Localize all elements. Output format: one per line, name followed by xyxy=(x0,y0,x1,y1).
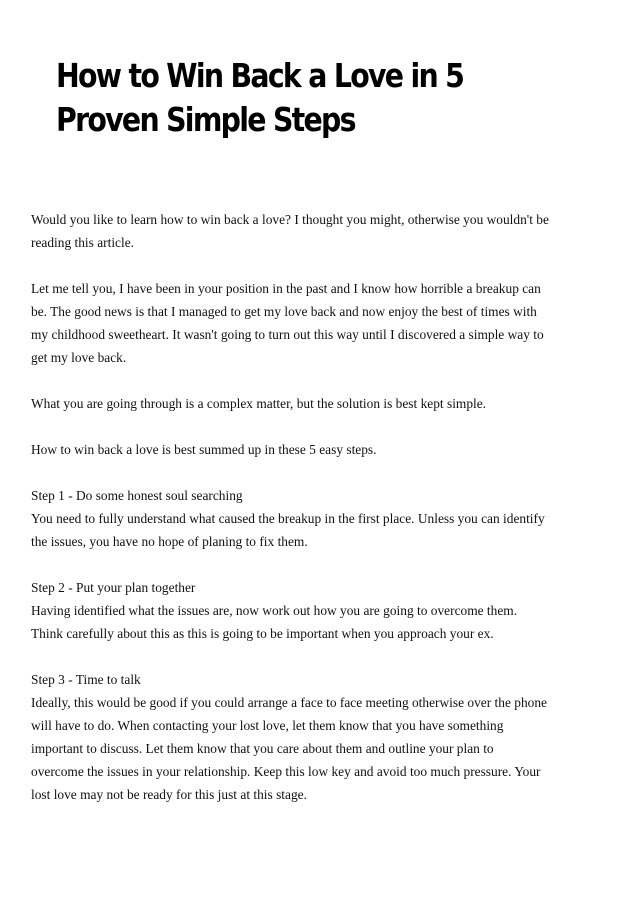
step-1-paragraph xyxy=(31,484,611,553)
personal-story-paragraph xyxy=(31,277,611,369)
text-line: How to win back a love is best summed up in these 5 easy steps. xyxy=(31,442,377,457)
complexity-paragraph xyxy=(31,392,611,415)
text-line: my childhood sweetheart. It wasn't going to turn out this way until I discovered a simple way to xyxy=(31,327,544,342)
text-line: What you are going through is a complex matter, but the solution is best kept simple. xyxy=(31,396,487,411)
page-title-line-2: Proven Simple Steps xyxy=(56,100,355,139)
text-line: Let me tell you, I have been in your position in the past and I know how horrible a breakup can xyxy=(31,281,541,296)
text-line: important to discuss. Let them know that you care about them and outline your plan to xyxy=(31,741,494,756)
text-line: will have to do. When contacting your lost love, let them know that you have something xyxy=(31,718,504,733)
step-1-heading: Step 1 - Do some honest soul searching xyxy=(31,488,243,503)
text-line: Would you like to learn how to win back a love? I thought you might, otherwise you wouldn't be xyxy=(31,212,549,227)
step-2-paragraph xyxy=(31,576,611,645)
text-line: get my love back. xyxy=(31,350,127,365)
step-3-heading: Step 3 - Time to talk xyxy=(31,672,141,687)
text-line: the issues, you have no hope of planing to fix them. xyxy=(31,534,308,549)
text-line: reading this article. xyxy=(31,235,134,250)
text-line: You need to fully understand what caused the breakup in the first place. Unless you can identify xyxy=(31,511,545,526)
steps-intro-paragraph xyxy=(31,438,611,461)
page-title xyxy=(56,54,538,142)
intro-paragraph xyxy=(31,208,611,254)
text-line: be. The good news is that I managed to get my love back and now enjoy the best of times with xyxy=(31,304,537,319)
step-3-paragraph xyxy=(31,668,611,806)
step-2-heading: Step 2 - Put your plan together xyxy=(31,580,196,595)
text-line: overcome the issues in your relationship. Keep this low key and avoid too much pressure. Your xyxy=(31,764,541,779)
page-title-line-1: How to Win Back a Love in 5 xyxy=(56,56,464,95)
text-line: Think carefully about this as this is going to be important when you approach your ex. xyxy=(31,626,494,641)
text-line: Ideally, this would be good if you could arrange a face to face meeting otherwise over the phone xyxy=(31,695,547,710)
text-line: Having identified what the issues are, now work out how you are going to overcome them. xyxy=(31,603,518,618)
text-line: lost love may not be ready for this just at this stage. xyxy=(31,787,307,802)
article-body xyxy=(31,208,611,829)
